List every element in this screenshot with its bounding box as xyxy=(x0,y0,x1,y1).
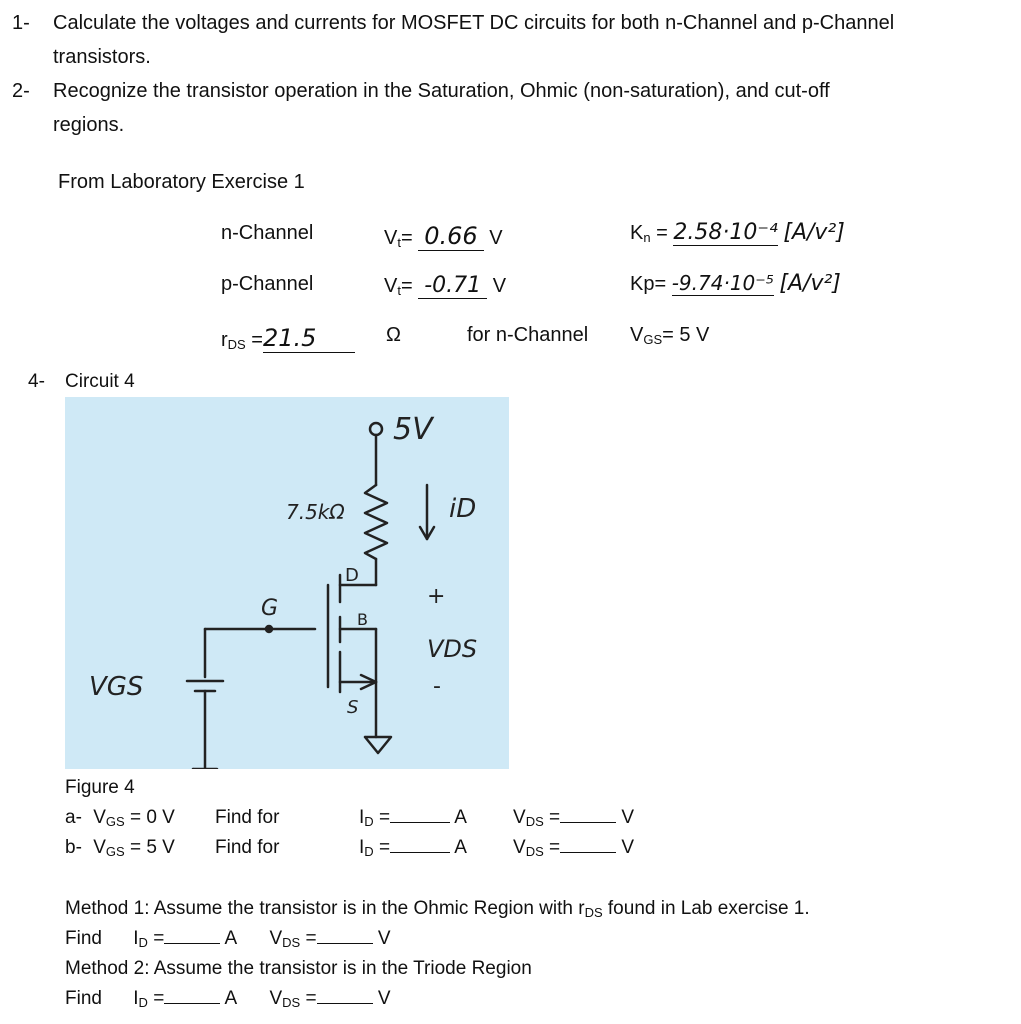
label-minus: - xyxy=(433,674,441,699)
p-channel-vt: $V_t= -0.71$ V xyxy=(384,273,507,298)
n-channel-vt-value: 0.66 xyxy=(418,222,483,251)
resistor-symbol xyxy=(365,485,387,559)
supply-terminal xyxy=(370,423,382,435)
objective-1-number: 1- xyxy=(12,12,30,34)
method-1-find: Find $I_D = A$ $V_{DS} = V$ xyxy=(65,928,391,950)
rds-unit: Ω xyxy=(386,324,401,346)
gate-node xyxy=(266,626,272,632)
rds-note: for n-Channel xyxy=(467,324,589,346)
n-channel-k-unit: [A/v²] xyxy=(783,220,845,245)
case-b-vds: $V_{DS} = V$ xyxy=(513,837,635,859)
circuit-figure xyxy=(65,397,509,769)
case-a-vds: $V_{DS} = V$ xyxy=(513,807,635,829)
label-current: iD xyxy=(449,494,477,524)
figure-label: Figure 4 xyxy=(65,777,135,798)
circuit-title: Circuit 4 xyxy=(65,371,135,392)
n-channel-k: $K_n = 2.58\cdot 10^{-4}$ [A/v²] xyxy=(630,220,845,245)
n-channel-k-value: 2.58·10⁻⁴ xyxy=(673,220,778,245)
case-b: b- $V_{GS} = 5$ V xyxy=(65,837,175,859)
label-vgs: VGS xyxy=(89,672,144,702)
n-channel-vt: $V_t= 0.66$ V xyxy=(384,222,503,250)
label-supply: 5V xyxy=(393,412,433,447)
circuit-number: 4- xyxy=(28,371,45,392)
lab-heading: From Laboratory Exercise 1 xyxy=(58,171,305,193)
label-resistor: 7.5kΩ xyxy=(286,500,345,524)
case-b-find: Find for xyxy=(215,837,280,858)
label-body: B xyxy=(357,610,368,629)
case-a-find: Find for xyxy=(215,807,280,828)
case-a-id: $I_D = A$ xyxy=(359,807,467,829)
label-vds: VDS xyxy=(427,635,478,663)
method-1-text: Method 1: Assume the transistor is in the Ohmic Region with $r_{DS}$ found in Lab exercise 1. xyxy=(65,898,810,920)
p-channel-k: Kp= -9.74·10⁻⁵ [A/v²] xyxy=(630,271,841,296)
objective-1-text: Calculate the voltages and currents for MOSFET DC circuits for both n-Channel and p-Channel xyxy=(53,12,895,34)
p-channel-k-value: -9.74·10⁻⁵ xyxy=(671,271,774,295)
label-plus: + xyxy=(427,584,446,609)
rds-entry: $r_{DS} =21.5$ xyxy=(221,324,355,353)
objective-2-number: 2- xyxy=(12,80,30,102)
rds-vgs: $V_{GS}= 5$ V xyxy=(630,324,710,347)
circuit-diagram xyxy=(65,397,509,769)
ground-right xyxy=(365,737,391,753)
p-channel-label: p-Channel xyxy=(221,273,314,295)
objective-2-text: Recognize the transistor operation in the Saturation, Ohmic (non-saturation), and cut-off xyxy=(53,80,830,102)
objective-2-text-cont: regions. xyxy=(53,114,125,136)
method-2-find: Find $I_D = A$ $V_{DS} = V$ xyxy=(65,988,391,1010)
p-channel-vt-value: -0.71 xyxy=(418,273,487,299)
label-source: S xyxy=(347,697,359,718)
rds-value: 21.5 xyxy=(263,324,355,353)
label-drain: D xyxy=(345,565,359,586)
method-2-text: Method 2: Assume the transistor is in the Triode Region xyxy=(65,958,532,979)
case-a: a- $V_{GS} = 0$ V xyxy=(65,807,175,829)
objective-1-text-cont: transistors. xyxy=(53,46,151,68)
label-gate: G xyxy=(261,596,279,621)
case-b-id: $I_D = A$ xyxy=(359,837,467,859)
n-channel-label: n-Channel xyxy=(221,222,314,244)
p-channel-k-unit: [A/v²] xyxy=(779,271,841,296)
